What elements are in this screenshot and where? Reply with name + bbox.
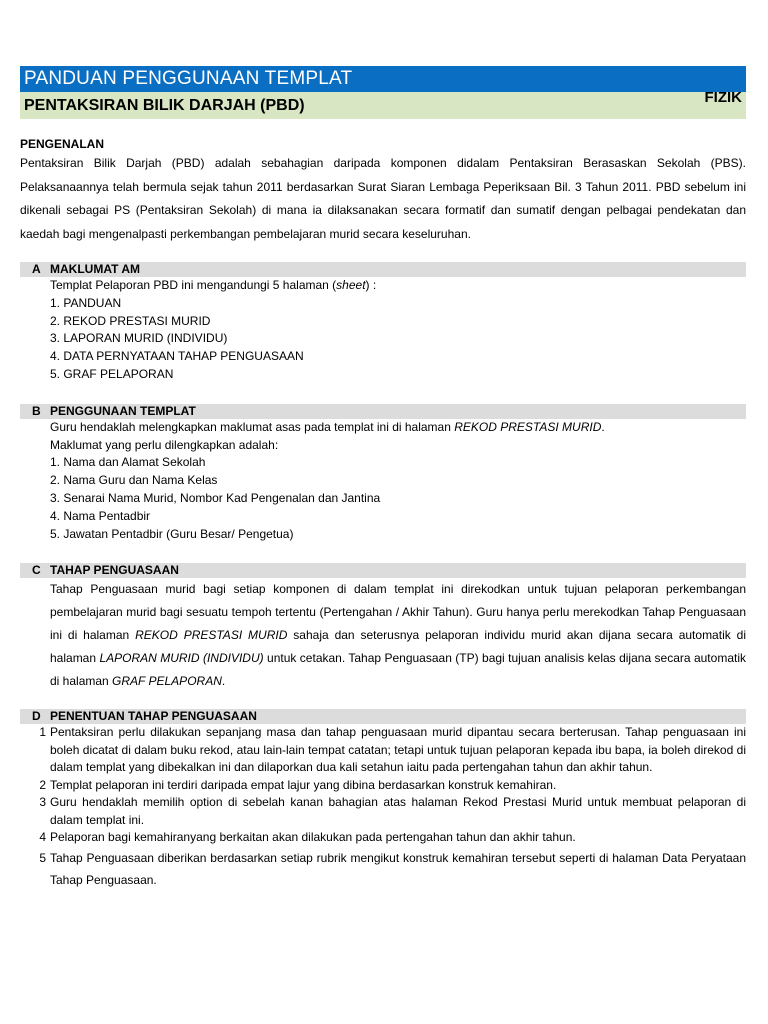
list-item: 1. Nama dan Alamat Sekolah	[50, 455, 206, 470]
section-c-body	[20, 578, 746, 693]
section-title: PENGGUNAAN TEMPLAT	[50, 403, 196, 418]
section-d-list	[20, 724, 746, 891]
list-item: 4. Nama Pentadbir	[50, 508, 151, 523]
section-a-header	[20, 262, 746, 277]
subject-label: FIZIK	[704, 89, 742, 106]
list-item: 3 Guru hendaklah memilih option di sebelah kanan bahagian atas halaman Rekod Prestasi Murid untuk membuat pelaporan di dalam templat ini.	[39, 795, 746, 827]
list-item: 4. DATA PERNYATAAN TAHAP PENGUASAAN	[50, 349, 304, 364]
list-item: 1. PANDUAN	[50, 295, 122, 310]
document-page	[20, 66, 746, 891]
list-item: 2. Nama Guru dan Nama Kelas	[50, 473, 218, 488]
list-item: 3. LAPORAN MURID (INDIVIDU)	[50, 331, 228, 346]
intro-heading: PENGENALAN	[20, 137, 105, 151]
section-a-body	[20, 277, 746, 384]
section-title: TAHAP PENGUASAAN	[50, 563, 179, 578]
section-b-lead: Guru hendaklah melengkapkan maklumat asas pada templat ini di halaman REKOD PRESTASI MURID.	[50, 419, 605, 434]
list-item: 5. Jawatan Pentadbir (Guru Besar/ Pengetua)	[50, 526, 294, 541]
section-letter: A	[32, 262, 41, 276]
list-item: 5 Tahap Penguasaan diberikan berdasarkan setiap rubrik mengikut konstruk kemahiran tersebut seperti di halaman Data Peryataan Tahap Penguasaan.	[39, 850, 746, 887]
list-item: 2. REKOD PRESTASI MURID	[50, 313, 211, 328]
subtitle-bar	[20, 89, 746, 119]
list-item: 5. GRAF PELAPORAN	[50, 366, 174, 381]
list-item: 4 Pelaporan bagi kemahiranyang berkaitan akan dilakukan pada pertengahan tahun dan akhir tahun.	[39, 830, 576, 845]
intro-section	[20, 137, 746, 246]
section-title: PENENTUAN TAHAP PENGUASAAN	[50, 709, 257, 724]
page-title: PANDUAN PENGGUNAAN TEMPLAT	[20, 66, 746, 92]
section-letter: C	[32, 563, 41, 578]
section-letter: B	[32, 403, 41, 418]
section-letter: D	[32, 709, 41, 724]
section-c-header	[20, 563, 746, 578]
list-item: 1 Pentaksiran perlu dilakukan sepanjang masa dan tahap penguasaan murid dipantau secara berterusan. Tahap penguasaan ini boleh dicatat di dalam buku rekod, atau lain-lain tempat catatan; tetapi untuk tujuan pelaporan kepada ibu bapa, ia boleh direkod di dalam templat yang dibekalkan ini dan dilaporkan dua kali setahun iaitu pada pertengahan tahun dan akhir tahun.	[39, 725, 746, 775]
section-b-header	[20, 404, 746, 419]
section-a-lead: Templat Pelaporan PBD ini mengandungi 5 halaman (sheet) :	[50, 278, 377, 292]
list-item: 3. Senarai Nama Murid, Nombor Kad Pengenalan dan Jantina	[50, 490, 381, 505]
intro-paragraph: Pentaksiran Bilik Darjah (PBD) adalah sebahagian daripada komponen didalam Pentaksiran Berasaskan Sekolah (PBS). Pelaksanaannya telah bermula sejak tahun 2011 berdasarkan Surat Siaran Lembaga Peperiksaan Bil. 3 Tahun 2011. PBD sebelum ini dikenali sebagai PS (Pentaksiran Sekolah) di mana ia dilaksanakan secara formatif dan sumatif dengan pelbagai pendekatan dan kaedah bagi mengenalpasti perkembangan pembelajaran murid secara keseluruhan.	[20, 156, 746, 241]
section-c-paragraph: Tahap Penguasaan murid bagi setiap komponen di dalam templat ini direkodkan untuk tujuan pelaporan perkembangan pembelajaran murid bagi sesuatu tempoh tertentu (Pertengahan / Akhir Tahun). Guru hanya perlu merekodkan Tahap Penguasaan ini di halaman REKOD PRESTASI MURID sahaja dan seterusnya pelaporan individu murid akan dijana secara automatik di halaman LAPORAN MURID (INDIVIDU) untuk cetakan. Tahap Penguasaan (TP) bagi tujuan analisis kelas dijana secara automatik di halaman GRAF PELAPORAN.	[50, 582, 746, 689]
section-b-lead2: Maklumat yang perlu dilengkapkan adalah:	[50, 437, 279, 452]
section-d-header	[20, 709, 746, 724]
list-item: 2 Templat pelaporan ini terdiri daripada empat lajur yang dibina berdasarkan konstruk kemahiran.	[39, 777, 557, 792]
subtitle: PENTAKSIRAN BILIK DARJAH (PBD)	[24, 97, 305, 114]
section-b-body	[20, 419, 746, 544]
section-title: MAKLUMAT AM	[50, 262, 140, 276]
